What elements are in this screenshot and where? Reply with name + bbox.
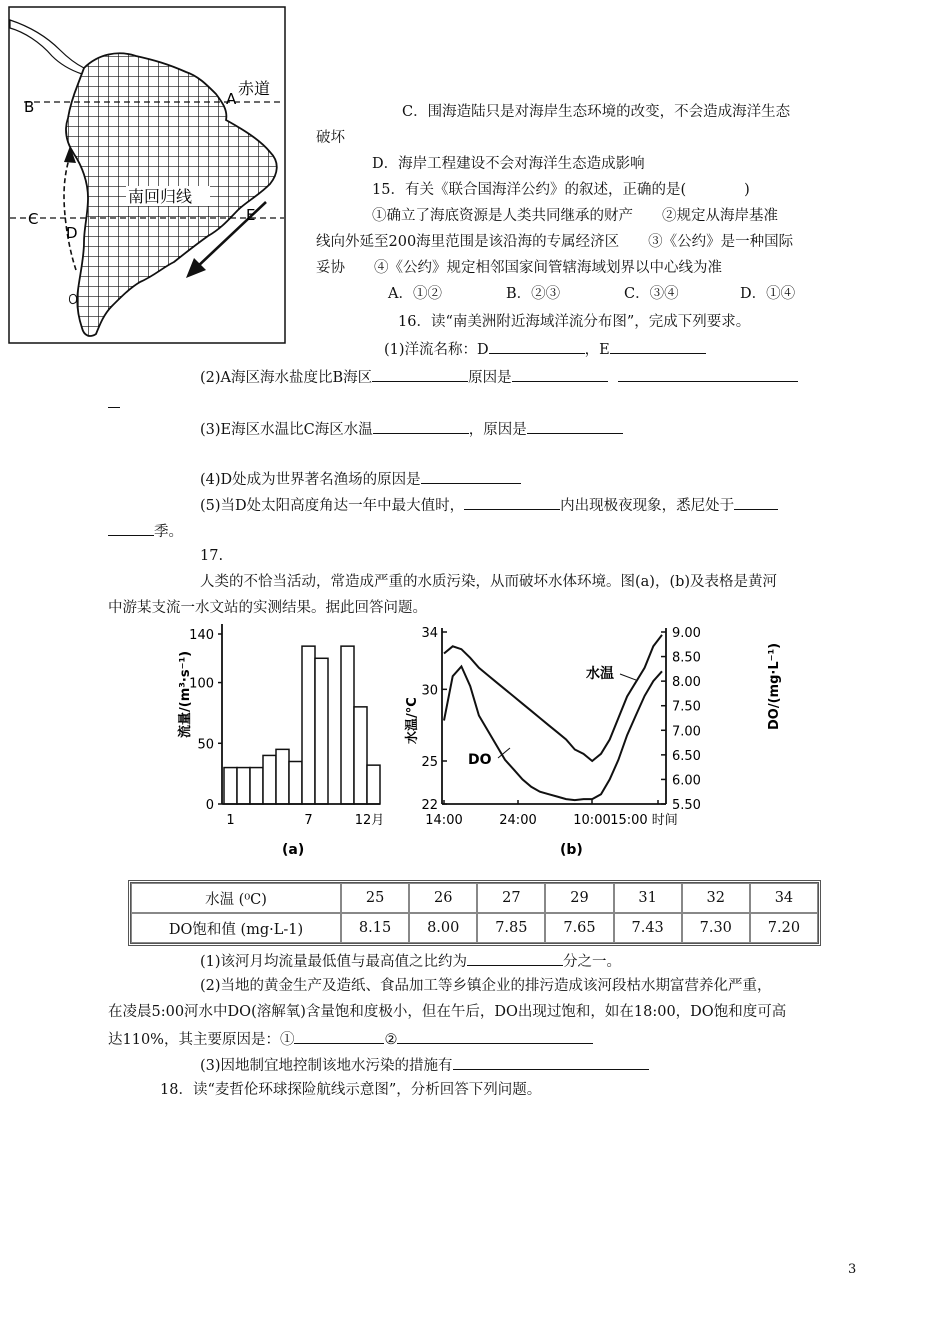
x-tick-label: 24:00	[499, 813, 537, 828]
answer-blank[interactable]	[467, 950, 563, 966]
q15-line1: ①确立了海底资源是人类共同继承的财产 ②规定从海岸基准	[372, 208, 778, 224]
table-cell: 34	[750, 883, 818, 913]
q16-sub2: (2)A海区海水盐度比B海区 原因是	[200, 366, 798, 388]
bar-month-7	[302, 646, 315, 804]
label-c: C	[28, 210, 39, 228]
q18-stem: 18．读“麦哲伦环球探险航线示意图”，分析回答下列问题。	[160, 1082, 542, 1098]
answer-blank[interactable]	[489, 338, 585, 354]
chart-a-ylabel: 流量/(m³·s⁻¹)	[178, 650, 193, 738]
series-do-line	[444, 666, 662, 800]
chart-a-bars	[224, 646, 380, 804]
q17-number: 17.	[200, 548, 224, 564]
table-row	[131, 883, 818, 913]
table-cell: 31	[614, 883, 682, 913]
q14-option-c-line1: C．围海造陆只是对海岸生态环境的改变，不会造成海洋生态	[402, 104, 791, 120]
bar-month-8	[315, 658, 328, 804]
x-tick-label: 14:00	[425, 813, 463, 828]
series-water-temp-line	[444, 635, 662, 761]
x-tick-label: 15:00 时间	[610, 813, 678, 828]
x-tick-label: 7	[304, 813, 313, 828]
table-row-label: DO饱和值 (mg·L-1)	[131, 913, 341, 943]
y-left-tick-label: 22	[421, 798, 438, 813]
y-left-tick-label: 34	[421, 626, 438, 641]
chart-b-left-label: 水温/°C	[405, 697, 420, 744]
bar-month-4	[263, 755, 276, 804]
table-row	[131, 913, 818, 943]
q14-option-d: D．海岸工程建设不会对海洋生态造成影响	[372, 156, 645, 172]
y-right-tick-label: 6.50	[672, 748, 701, 764]
answer-blank[interactable]	[397, 1028, 593, 1044]
bar-month-6	[289, 762, 302, 805]
y-tick-label: 50	[197, 737, 214, 753]
y-left-tick-label: 30	[421, 683, 438, 699]
y-right-tick-label: 8.00	[672, 675, 701, 691]
q15-stem: 15．有关《联合国海洋公约》的叙述，正确的是( )	[372, 182, 750, 198]
answer-blank[interactable]	[464, 494, 560, 510]
q14-option-c-line2: 破坏	[316, 130, 345, 146]
q16-sub3: (3)E海区水温比C海区水温 ，原因是	[200, 418, 623, 440]
label-equator: 赤道	[238, 79, 271, 98]
table-cell: 7.65	[545, 913, 613, 943]
bar-month-11	[354, 707, 367, 804]
answer-blank[interactable]	[372, 366, 468, 382]
chart-b-title: (b)	[560, 842, 583, 858]
bar-month-1	[224, 768, 237, 804]
x-tick-label: 12月	[354, 813, 385, 828]
q15-option-a: A．①②	[388, 286, 442, 302]
temp-do-table	[128, 880, 821, 946]
q15-line3: 妥协 ④《公约》规定相邻国家间管辖海域划界以中心线为准	[316, 260, 722, 276]
south-america-current-map	[8, 6, 286, 344]
answer-blank[interactable]	[512, 366, 608, 382]
chart-a-title: (a)	[282, 842, 305, 858]
x-tick-label: 1	[226, 813, 235, 828]
y-tick-label: 0	[205, 798, 214, 813]
q16-sub5: (5)当D处太阳高度角达一年中最大值时， 内出现极夜现象，悉尼处于	[200, 494, 778, 516]
label-e: E	[246, 206, 256, 224]
table-row-label: 水温 (⁰C)	[131, 883, 341, 913]
table-cell: 8.15	[341, 913, 409, 943]
y-right-tick-label: 6.00	[672, 773, 701, 789]
answer-blank[interactable]	[108, 520, 154, 536]
annotation-do: DO	[468, 752, 492, 768]
y-right-tick-label: 8.50	[672, 650, 701, 666]
q15-option-c: C．③④	[624, 286, 679, 302]
answer-blank[interactable]	[373, 418, 469, 434]
annotation-leader	[620, 674, 636, 680]
answer-blank[interactable]	[527, 418, 623, 434]
answer-blank[interactable]	[734, 494, 778, 510]
bar-month-3	[250, 768, 263, 804]
q15-option-b: B．②③	[506, 286, 561, 302]
y-right-tick-label: 7.00	[672, 724, 701, 740]
answer-blank[interactable]	[421, 468, 521, 484]
label-b: B	[24, 98, 35, 116]
table-cell: 7.30	[682, 913, 750, 943]
answer-blank[interactable]	[618, 366, 798, 382]
q15-line2: 线向外延至200海里范围是该沿海的专属经济区 ③《公约》是一种国际	[316, 234, 794, 250]
table-cell: 27	[477, 883, 545, 913]
q16-sub1: (1)洋流名称：D ，E	[384, 338, 706, 360]
q15-option-d: D．①④	[740, 286, 796, 302]
bar-month-2	[237, 768, 250, 804]
page-number: 3	[848, 1262, 857, 1277]
table-cell: 25	[341, 883, 409, 913]
label-tropic: 南回归线	[128, 187, 193, 206]
bar-month-5	[276, 749, 289, 804]
table-cell: 7.20	[750, 913, 818, 943]
y-right-tick-label: 9.00	[672, 626, 701, 641]
y-tick-label: 140	[189, 628, 214, 643]
answer-blank[interactable]	[453, 1054, 649, 1070]
y-left-tick-label: 25	[421, 755, 438, 770]
q17-intro-line1: 人类的不恰当活动，常造成严重的水质污染，从而破坏水体环境。图(a)，(b)及表格是黄河	[200, 574, 778, 590]
y-right-tick-label: 5.50	[672, 798, 701, 813]
answer-blank[interactable]	[108, 392, 120, 408]
q17-sub1: (1)该河月均流量最低值与最高值之比约为 分之一。	[200, 950, 621, 972]
chart-b-right-label: DO/(mg·L⁻¹)	[767, 642, 782, 730]
island	[69, 294, 76, 303]
q17-intro-line2: 中游某支流一水文站的实测结果。据此回答问题。	[108, 600, 427, 616]
q17-sub3: (3)因地制宜地控制该地水污染的措施有	[200, 1054, 649, 1076]
label-d: D	[66, 224, 78, 242]
table-cell: 29	[545, 883, 613, 913]
answer-blank[interactable]	[610, 338, 706, 354]
q16-sub5-cont: 季。	[108, 520, 183, 542]
chart-b-temp-do	[400, 618, 782, 863]
label-a: A	[226, 90, 237, 108]
annotation-water-temp: 水温	[586, 666, 614, 682]
table-cell: 26	[409, 883, 477, 913]
table-cell: 7.85	[477, 913, 545, 943]
q17-sub2-line1: (2)当地的黄金生产及造纸、食品加工等乡镇企业的排污造成该河段枯水期富营养化严重，	[200, 978, 772, 994]
q17-sub2-line3: 达110%，其主要原因是：① ②	[108, 1028, 593, 1050]
answer-blank[interactable]	[294, 1028, 384, 1044]
table-cell: 32	[682, 883, 750, 913]
x-tick-label: 10:00	[573, 813, 611, 828]
q16-sub4: (4)D处成为世界著名渔场的原因是	[200, 468, 521, 490]
q16-stem: 16．读“南美洲附近海域洋流分布图”，完成下列要求。	[398, 314, 751, 330]
y-tick-label: 100	[189, 676, 214, 692]
chart-a-flow	[170, 618, 405, 863]
bar-month-12	[367, 765, 380, 804]
table-cell: 7.43	[614, 913, 682, 943]
q17-sub2-line2: 在凌晨5:00河水中DO(溶解氧)含量饱和度极小，但在午后，DO出现过饱和，如在18:00，DO饱和度可高	[108, 1004, 787, 1020]
y-right-tick-label: 7.50	[672, 699, 701, 715]
bar-month-10	[341, 646, 354, 804]
table-cell: 8.00	[409, 913, 477, 943]
